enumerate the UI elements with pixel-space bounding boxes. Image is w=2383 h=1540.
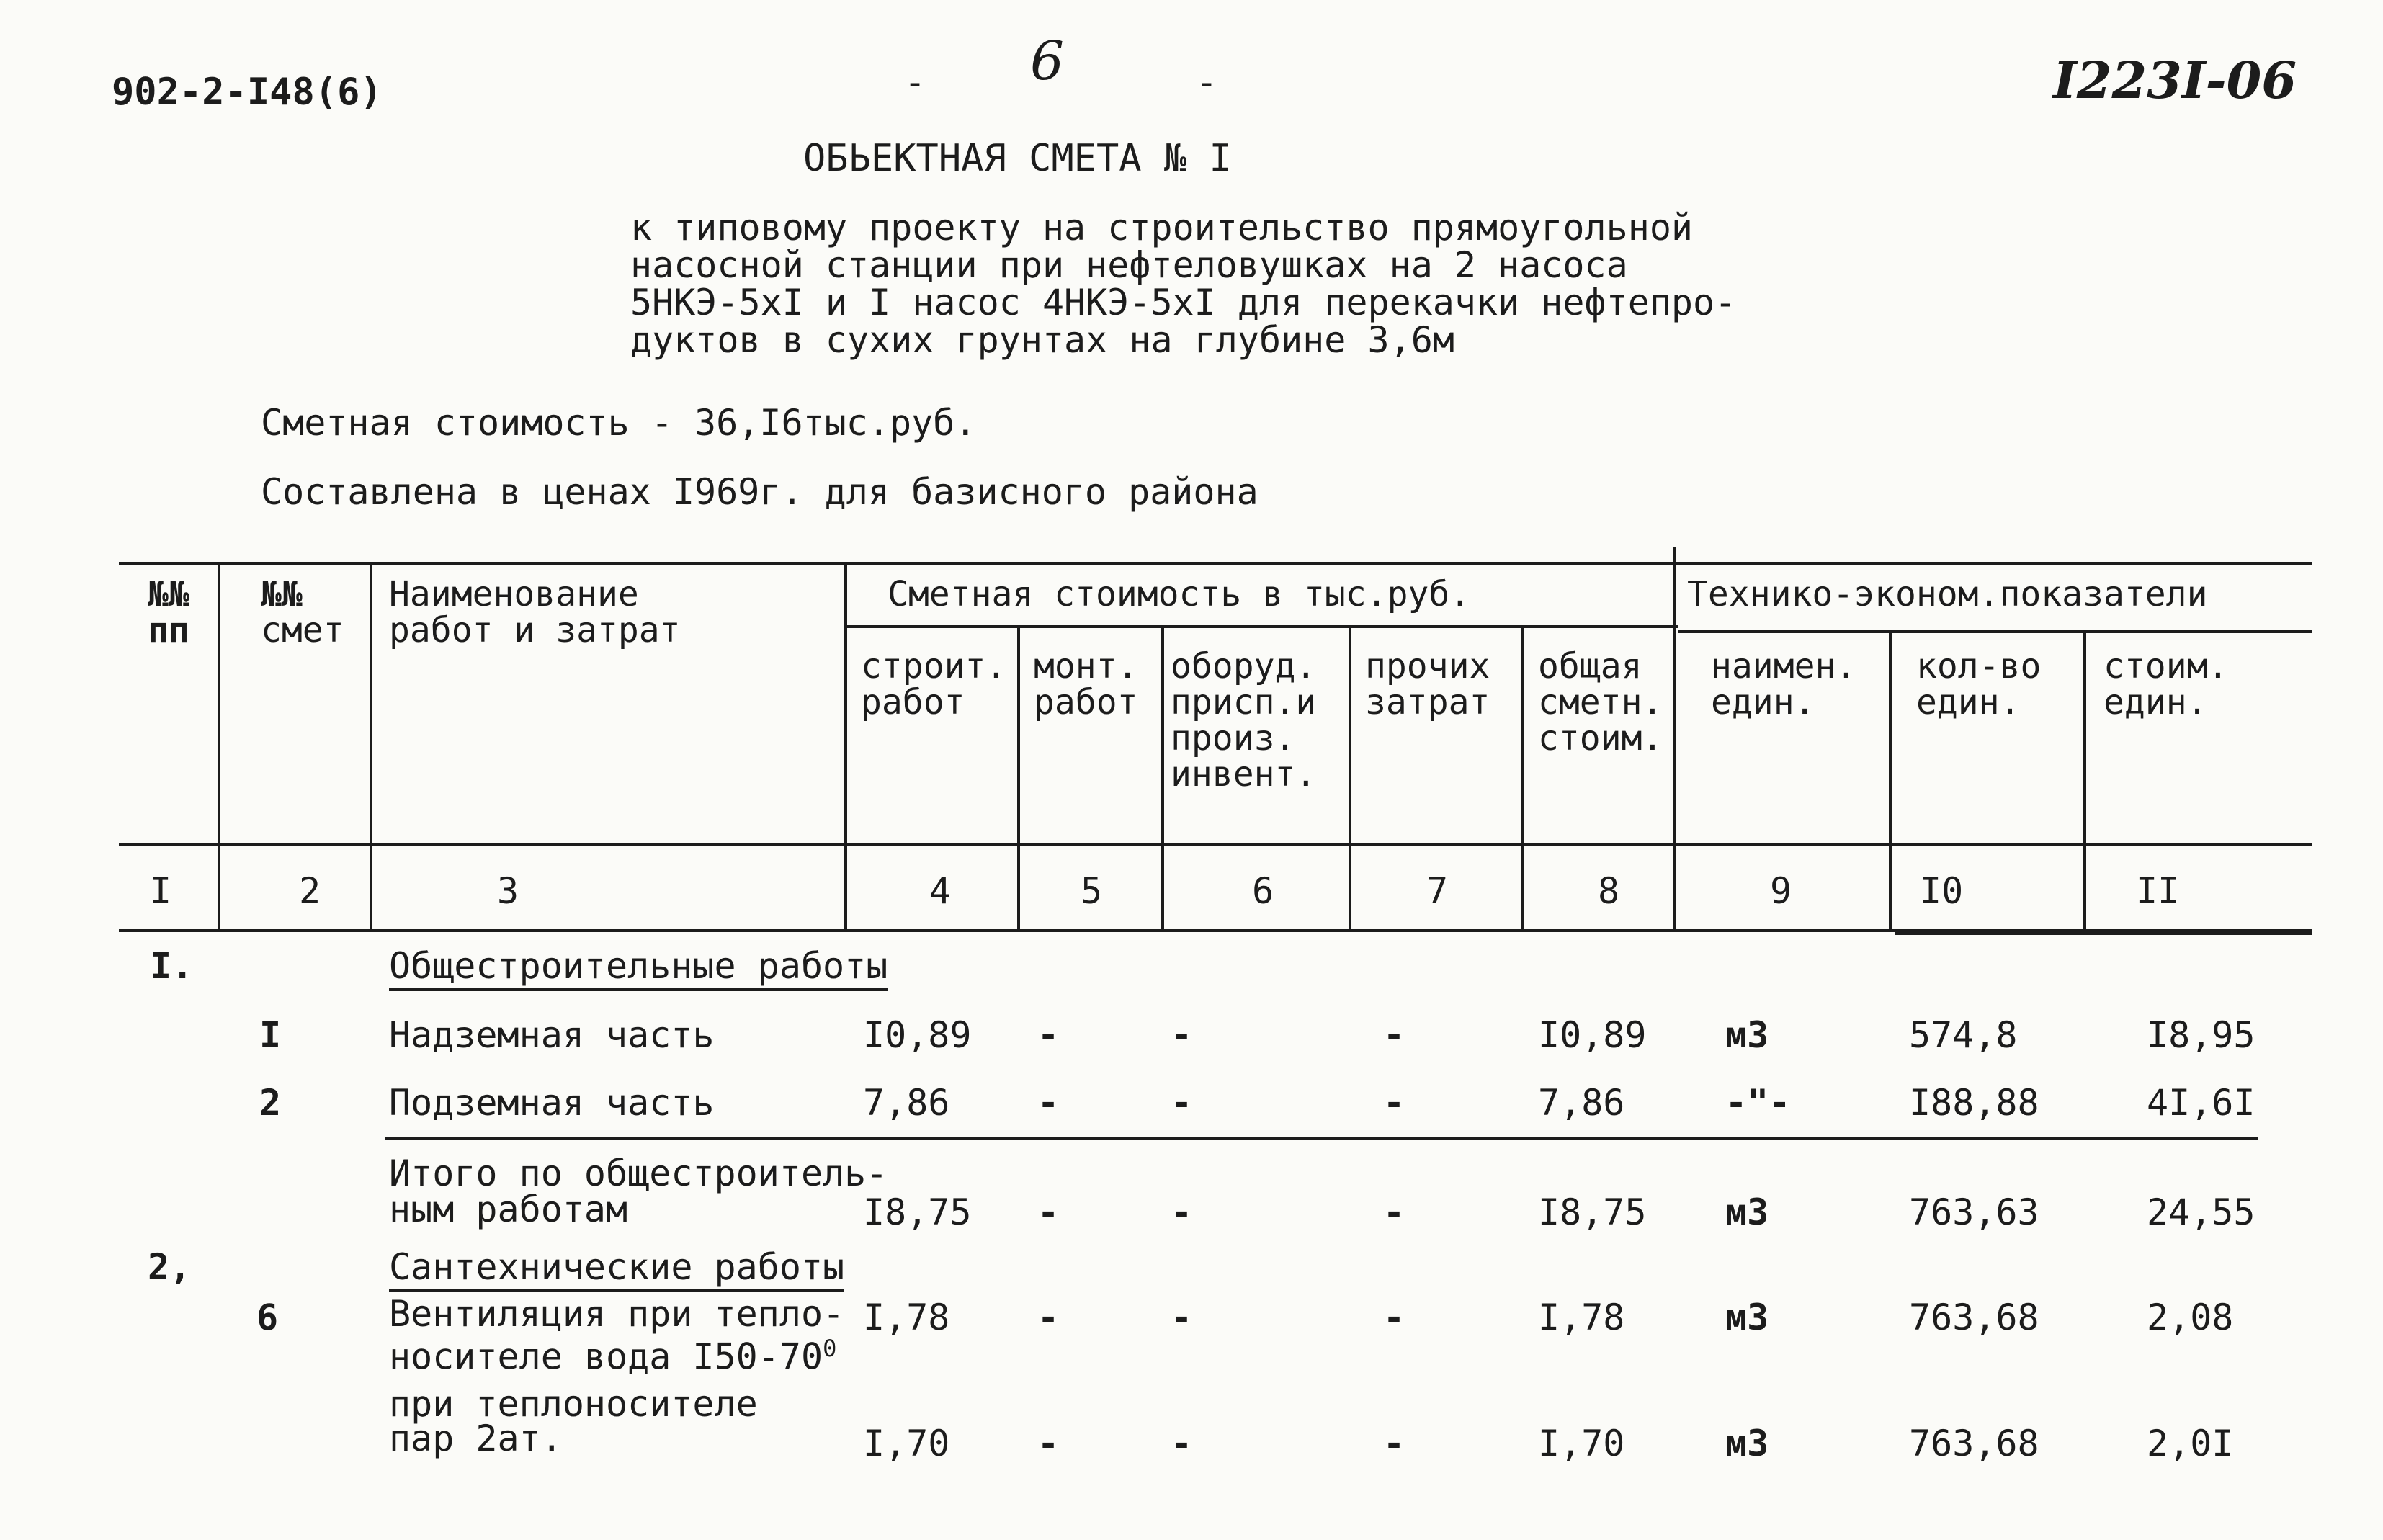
row-unit: м3 [1725,1423,1769,1464]
subtitle-block [630,209,1736,359]
subtotal-build: I8,75 [863,1191,972,1233]
col-divider [844,565,847,931]
row-unit-cost: I8,95 [2147,1014,2255,1056]
row-build: I,70 [863,1423,950,1464]
col-number: 8 [1598,870,1620,912]
section-number: I. [150,945,194,987]
subtotal-total: I8,75 [1538,1191,1647,1233]
col-number: 5 [1081,870,1103,912]
subtitle-line: к типовому проекту на строительство прямоугольной [630,207,1694,249]
row-smeta: 6 [256,1297,279,1338]
section-number: 2, [148,1246,192,1288]
subtotal-mont: - [1037,1191,1060,1233]
col-number: I0 [1920,870,1964,912]
row-equip: - [1171,1297,1193,1338]
subtotal-rule [385,1137,2258,1140]
subtotal-unit: м3 [1725,1191,1769,1233]
row-smeta: I [259,1014,282,1056]
page-dash-left: - [904,61,926,103]
col-divider [1017,628,1020,931]
row-build: I0,89 [863,1014,972,1056]
row-unit: м3 [1725,1014,1769,1056]
col-number: 3 [497,870,519,912]
row-other: - [1383,1297,1405,1338]
col-header-unit-cost: стоим. един. [2103,646,2229,722]
col-header-equip: оборуд. присп.и произ. инвент. [1171,646,1317,794]
row-mont: - [1037,1014,1060,1056]
row-qty: 763,68 [1909,1423,2039,1464]
row-name: Надземная часть [389,1014,715,1056]
col-header-qty: кол-во един. [1916,646,2042,722]
row-name: Вентиляция при тепло- носителе вода $I50-70^0$ [389,1293,845,1378]
subtotal-unit-cost: 24,55 [2147,1191,2255,1233]
subtitle-line: 5НКЭ-5хI и I насос 4НКЭ-5хI для перекачки нефтепро- [630,282,1737,323]
col-header-build: строит. работ [861,646,1007,722]
row-equip: - [1171,1082,1193,1124]
prices-basis: Составлена в ценах I969г. для базисного района [261,471,1258,513]
cost-group-rule [846,625,1678,628]
subtotal-name: Итого по общестроитель- ным работам [389,1152,888,1230]
col-divider [1889,633,1892,931]
col-number: I [150,870,172,912]
col-divider [218,565,220,931]
row-total: I,70 [1538,1423,1625,1464]
row-mont: - [1037,1297,1060,1338]
row-qty: I88,88 [1909,1082,2039,1124]
col-header-unit: наимен. един. [1711,646,1857,722]
col-header-name: Наименование работ и затрат [389,574,681,650]
table-top-rule [119,562,2312,565]
col-number: 6 [1252,870,1274,912]
row-mont: - [1037,1423,1060,1464]
row-mont: - [1037,1082,1060,1124]
archive-number: I223I-06 [2053,50,2297,110]
col-numbers-rule-thick [1895,931,2312,935]
col-divider [370,565,372,931]
row-other: - [1383,1423,1405,1464]
row-name: при теплоносителе пар 2ат. [389,1383,758,1459]
row-total: 7,86 [1538,1082,1625,1124]
row-build: I,78 [863,1297,950,1338]
row-unit-cost: 2,0I [2147,1423,2234,1464]
row-unit: -"- [1725,1082,1791,1124]
row-qty: 763,68 [1909,1297,2039,1338]
row-other: - [1383,1082,1405,1124]
col-divider [1673,547,1676,931]
document-title: ОБЬЕКТНАЯ СМЕТА № I [803,137,1232,180]
subtotal-other: - [1383,1191,1405,1233]
page-dash-right: - [1196,61,1218,103]
row-name: Подземная часть [389,1082,715,1124]
subtitle-line: насосной станции при нефтеловушках на 2 насоса [630,244,1628,286]
col-number: 2 [299,870,321,912]
col-header-pp: №№ пп [148,574,189,650]
cost-group-header: Сметная стоимость в тыс.руб. [888,574,1471,614]
subtotal-equip: - [1171,1191,1193,1233]
col-number: 4 [929,870,952,912]
col-number: 9 [1770,870,1792,912]
section-title: Сантехнические работы [389,1246,844,1288]
row-other: - [1383,1014,1405,1056]
page-number: 6 [1030,30,1065,92]
row-total: I0,89 [1538,1014,1647,1056]
col-number: 7 [1426,870,1449,912]
col-divider [1521,628,1524,931]
col-divider [1161,628,1164,931]
col-divider [2083,633,2086,931]
col-number: II [2136,870,2180,912]
col-divider [1349,628,1351,931]
row-equip: - [1171,1423,1193,1464]
col-header-total: общая сметн. стоим. [1538,646,1663,758]
row-unit: м3 [1725,1297,1769,1338]
col-header-smet: №№ смет [261,574,344,650]
subtitle-line: дуктов в сухих грунтах на глубине 3,6м [630,319,1454,361]
col-header-mont: монт. работ [1034,646,1138,722]
row-build: 7,86 [863,1082,950,1124]
tech-group-header: Технико-эконом.показатели [1687,574,2208,614]
row-qty: 574,8 [1909,1014,2018,1056]
estimated-cost: Сметная стоимость - 36,I6тыс.руб. [261,402,977,444]
section-title: Общестроительные работы [389,945,888,987]
row-total: I,78 [1538,1297,1625,1338]
row-smeta: 2 [259,1082,282,1124]
header-bottom-rule [119,843,2312,846]
subtotal-qty: 763,63 [1909,1191,2039,1233]
tech-group-rule [1678,630,2312,633]
row-unit-cost: 2,08 [2147,1297,2234,1338]
row-unit-cost: 4I,6I [2147,1082,2255,1124]
row-equip: - [1171,1014,1193,1056]
document-code: 902-2-I48(6) [112,71,383,114]
col-header-other: прочих затрат [1365,646,1490,722]
